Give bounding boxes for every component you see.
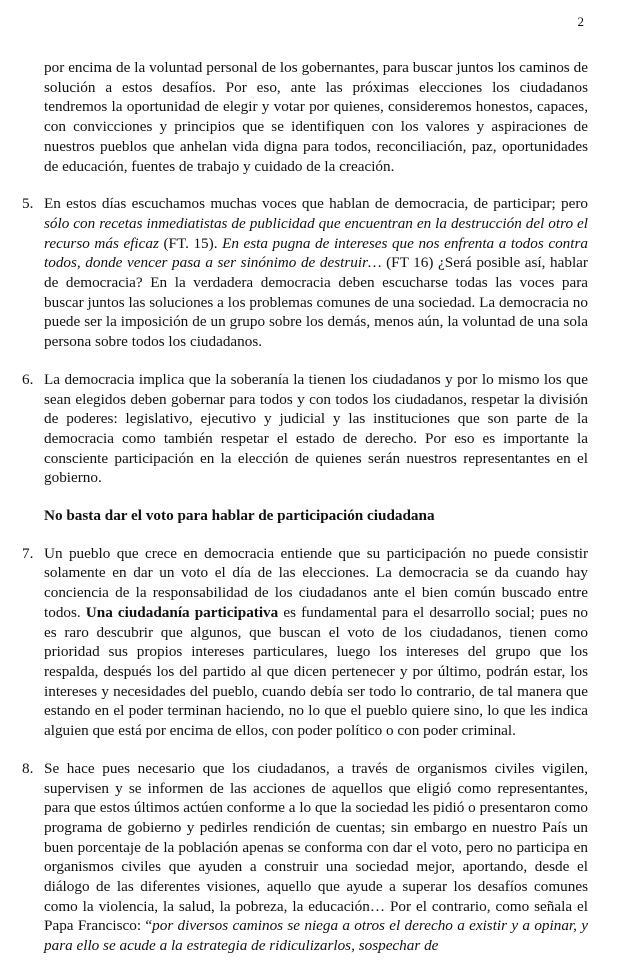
paragraph-7 <box>22 544 588 741</box>
paragraph-text: La democracia implica que la soberanía la tienen los ciudadanos y por lo mismo los que sean elegidos deben gobernar para todos y con todos los ciudadanos, respetar la división de poderes: legislativo, ejecutivo y judicial y las instituciones que son parte de la democracia como también respetar el estado de derecho. Por eso es importante la consciente participación en la elección de quienes serán nuestros representantes en el gobierno. <box>44 370 588 487</box>
document-body <box>22 58 588 974</box>
italic-quote: sólo con recetas inmediatistas de publicidad que encuentran en la destrucción del otro el recurso más eficaz <box>44 214 588 252</box>
paragraph-number: 7. <box>22 544 34 562</box>
text-segment: Se hace pues necesario que los ciudadanos, a través de organismos civiles vigilen, supervisen y se informen de las acciones de aquellos que eligió como representantes, para que estos últimos actúen conforme a lo que la sociedad les pidió o presentaron como programa de gobierno y pedirles rendición de cuentas; sin embargo en nuestro País un buen porcentaje de la población apenas se conforma con dar el voto, pero no participa en organismos civiles que ayuden a construir una sociedad mejor, aportando, desde el diálogo de las diferentes visiones, aquello que ayude a superar los desafíos comunes como la violencia, la salud, la pobreza, la educación… Por el contrario, como señala el Papa Francisco: “ <box>44 759 588 935</box>
page-number: 2 <box>577 14 584 29</box>
italic-quote: En esta pugna de intereses que nos enfrenta a todos contra todos, donde vencer pasa a ser sinónimo de destruir… <box>44 234 589 272</box>
paragraph-8 <box>22 759 588 956</box>
paragraph-text <box>44 194 588 352</box>
paragraph-number: 5. <box>22 195 34 213</box>
paragraph-6 <box>22 370 588 488</box>
text-segment: En estos días escuchamos muchas voces que hablan de democracia, de participar; pero <box>44 195 588 213</box>
paragraph-number: 8. <box>22 759 34 777</box>
paragraph-text <box>44 544 588 741</box>
text-segment: (FT. 15). <box>158 234 223 252</box>
paragraph-number: 6. <box>22 370 34 388</box>
text-segment: Un pueblo que crece en democracia entiende que su participación no puede consistir solamente en dar un voto el día de las elecciones. La democracia se da cuando hay conciencia de la responsabilidad de los ciudadanos ante el bien común buscado entre todos. <box>44 544 588 621</box>
paragraph-5 <box>22 194 588 352</box>
bold-phrase: Una ciudadanía participativa <box>85 603 279 621</box>
italic-quote: por diversos caminos se niega a otros el derecho a existir y a opinar, y para ello se acude a la estrategia de ridiculizarlos, sospechar de <box>44 917 588 955</box>
section-heading: No basta dar el voto para hablar de participación ciudadana <box>44 507 435 525</box>
intro-paragraph: por encima de la voluntad personal de los gobernantes, para buscar juntos los caminos de solución a estos desafíos. Por eso, ante las próximas elecciones los ciudadanos tendremos la oportunidad de elegir y votar por quienes, consideremos honestos, capaces, con convicciones y principios que se identifiquen con los valores y aspiraciones de nuestros pueblos que anhelan vida digna para todos, reconciliación, paz, oportunidades de educación, fuentes de trabajo y cuidado de la creación. <box>44 59 588 175</box>
paragraph-text <box>44 759 588 956</box>
text-segment: es fundamental para el desarrollo social; pues no es raro descubrir que algunos, que buscan el voto de los ciudadanos, tienen como prioridad sus propios intereses particulares, luego los intereses del grupo que los respalda, después los del partido al que dicen pertenecer y por último, podrán estar, los intereses y necesidades del pueblo, cuando debía ser todo lo contrario, de tal manera que estando en el poder terminan haciendo, no lo que el pueblo quiere sino, lo que les indica alguien que está por encima de ellos, con poder político o con poder criminal. <box>44 603 588 740</box>
text-segment: (FT 16) ¿Será posible así, hablar de democracia? En la verdadera democracia deben escucharse todas las voces para buscar juntos las soluciones a los problemas comunes de una sociedad. La democracia no puede ser la imposición de un grupo sobre los demás, menos aún, la voluntad de una sola persona sobre todos los ciudadanos. <box>44 254 588 351</box>
